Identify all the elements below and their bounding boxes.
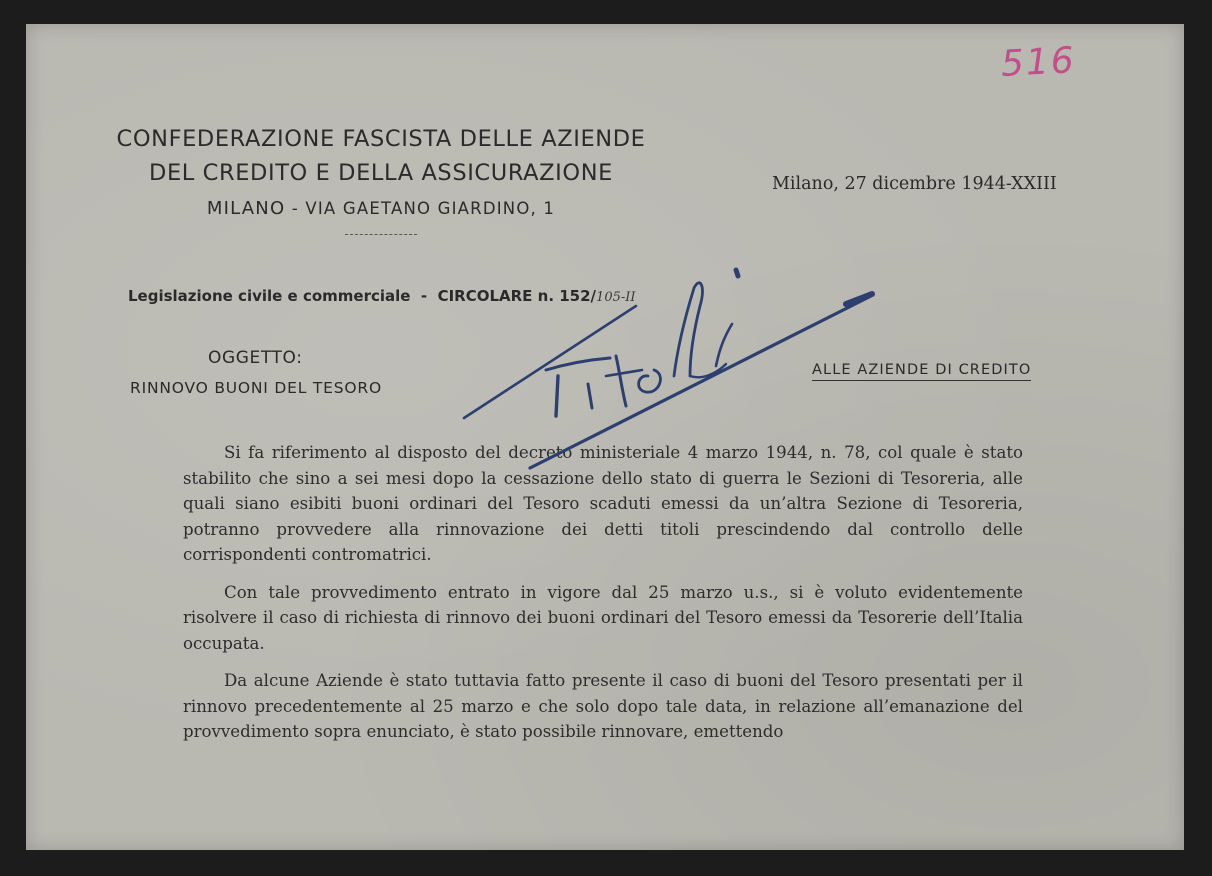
document-date: Milano, 27 dicembre 1944-XXIII <box>772 174 1057 194</box>
subject-label: OGGETTO: <box>208 348 303 368</box>
letterhead-divider <box>345 234 417 235</box>
subject-text: RINNOVO BUONI DEL TESORO <box>130 379 382 397</box>
letterhead-street: - VIA GAETANO GIARDINO, 1 <box>285 199 556 218</box>
circular-separator: - <box>410 287 438 305</box>
letterhead-city: MILANO <box>206 198 286 219</box>
body-paragraph-1: Si fa riferimento al disposto del decreto ministeriale 4 marzo 1944, n. 78, col quale è stato stabilito che sino a sei mesi dopo la cessazione dello stato di guerra le Sezioni di Tesoreria, alle quali siano esibiti buoni ordinari del Tesoro scaduti emessi da un’altra Sezione di Tesoreria, potranno provvedere alla rinnovazione dei detti titoli prescindendo dal controllo delle corrispondenti contromatrici. <box>183 443 1023 564</box>
letter-body <box>183 440 1023 757</box>
circular-category: Legislazione civile e commerciale <box>128 287 411 305</box>
circular-reference <box>128 287 636 305</box>
document-page <box>26 24 1184 850</box>
body-paragraph-3: Da alcune Aziende è stato tuttavia fatto presente il caso di buoni del Tesoro presentati per il rinnovo precedentemente al 25 marzo e che solo dopo tale data, in relazione all’emanazione del provvedimento sopra enunciato, è stato possibile rinnovare, emettendo <box>183 671 1023 741</box>
letterhead-address <box>116 190 646 228</box>
archive-number: 516 <box>999 40 1077 85</box>
body-paragraph-2: Con tale provvedimento entrato in vigore dal 25 marzo u.s., si è voluto evidentemente risolvere il caso di richiesta di rinnovo dei buoni ordinari del Tesoro emessi da Tesorerie dell’Italia occupata. <box>183 582 1023 653</box>
recipient-line: ALLE AZIENDE DI CREDITO <box>812 362 1031 381</box>
letterhead-line1: CONFEDERAZIONE FASCISTA DELLE AZIENDE <box>116 126 646 152</box>
circular-handwritten-number: 105-II <box>596 290 636 305</box>
letterhead-line2: DEL CREDITO E DELLA ASSICURAZIONE <box>149 160 613 186</box>
letterhead <box>116 122 646 235</box>
circular-label: CIRCOLARE n. 152/ <box>437 287 597 305</box>
